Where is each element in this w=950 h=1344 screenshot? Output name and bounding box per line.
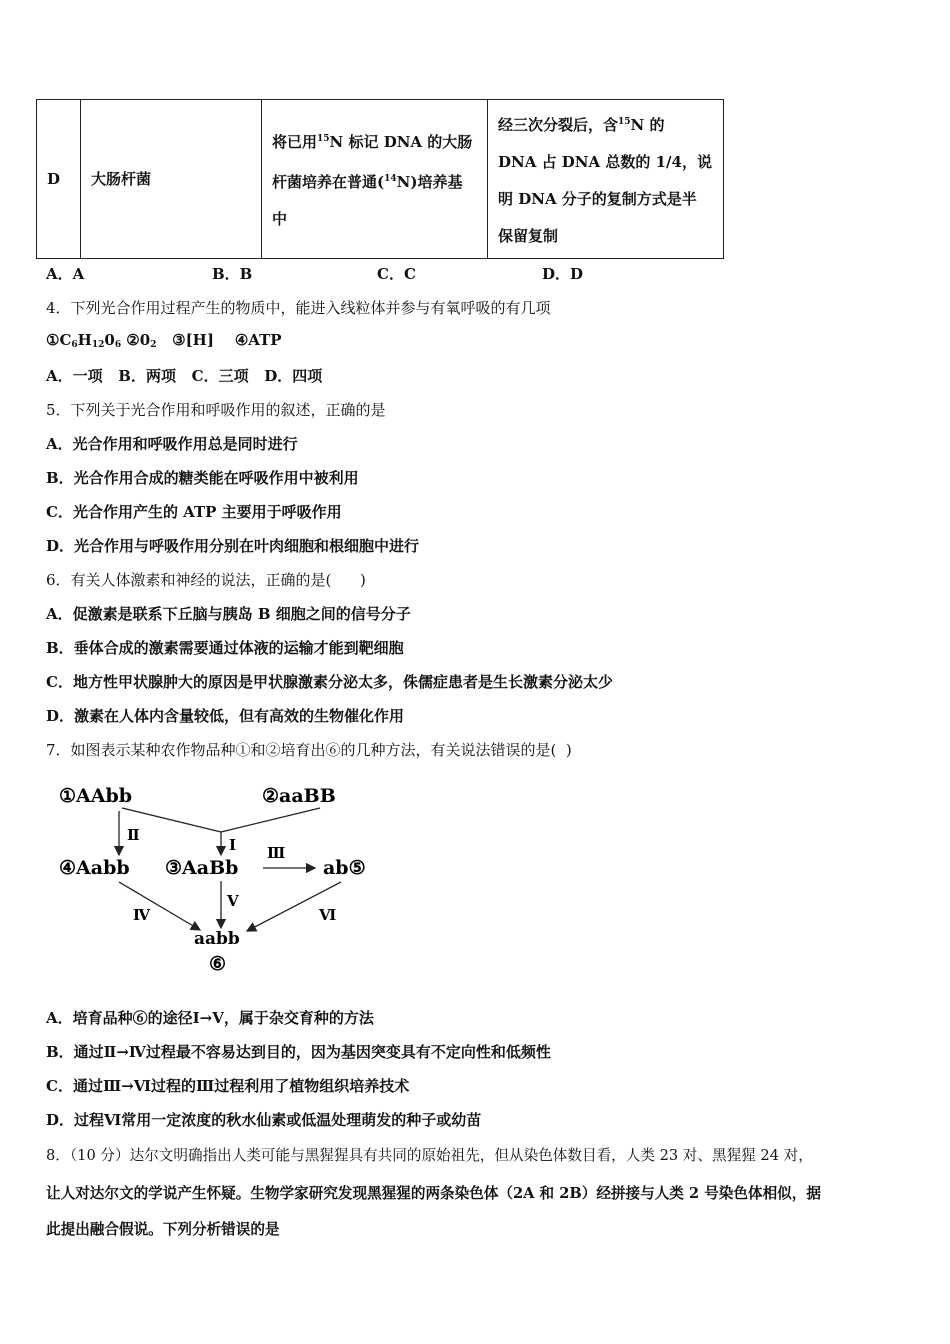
node-6-genotype: aabb: [194, 929, 240, 949]
node-6-number: ⑥: [209, 953, 227, 975]
cell-line: 保留复制: [498, 226, 559, 245]
label-v: Ⅴ: [227, 892, 239, 910]
table-cell-material: [81, 100, 262, 259]
question-7-option-d: D．过程Ⅵ常用一定浓度的秋水仙素或低温处理萌发的种子或幼苗: [46, 1111, 482, 1129]
node-3: ③AaBb: [165, 857, 239, 879]
question-7-option-c: C．通过Ⅲ→Ⅵ过程的Ⅲ过程利用了植物组织培养技术: [46, 1077, 410, 1095]
question-6-option-c: C．地方性甲状腺肿大的原因是甲状腺激素分泌太多，侏儒症患者是生长激素分泌太少: [46, 673, 613, 691]
label-iv: Ⅳ: [133, 906, 151, 924]
cell-text: 大肠杆菌: [91, 169, 152, 188]
breeding-diagram: [55, 778, 385, 978]
experiment-table: [36, 99, 724, 259]
cell-text: D: [47, 169, 61, 188]
cell-line: 中: [272, 209, 288, 228]
question-8-line-3: 此提出融合假说。下列分析错误的是: [46, 1221, 280, 1238]
question-5-option-b: B．光合作用合成的糖类能在呼吸作用中被利用: [46, 469, 359, 487]
question-7-option-b: B．通过Ⅱ→Ⅳ过程最不容易达到目的，因为基因突变具有不定向性和低频性: [46, 1043, 551, 1061]
label-vi: Ⅵ: [319, 906, 337, 924]
cell-line: DNA 占 DNA 总数的 1/4，说: [498, 152, 712, 171]
question-5-option-a: A．光合作用和呼吸作用总是同时进行: [46, 435, 298, 453]
question-5-option-d: D．光合作用与呼吸作用分别在叶肉细胞和根细胞中进行: [46, 537, 420, 555]
cell-line: 杆菌培养在普通($^{14}$N)培养基: [272, 172, 463, 191]
question-8-line-2: 让人对达尔文的学说产生怀疑。生物学家研究发现黑猩猩的两条染色体（2A 和 2B）经拼接与人类 2 号染色体相似，据: [46, 1185, 821, 1202]
label-ii: Ⅱ: [127, 826, 140, 844]
node-1: ①AAbb: [59, 785, 133, 807]
cross-line-right: [221, 808, 320, 832]
node-2: ②aaBB: [262, 785, 336, 807]
question-6-option-a: A．促激素是联系下丘脑与胰岛 B 细胞之间的信号分子: [46, 605, 411, 623]
cell-line: 将已用$^{15}$N 标记 DNA 的大肠: [272, 132, 473, 151]
table-cell-method: [262, 100, 488, 259]
question-5-stem: 5．下列关于光合作用和呼吸作用的叙述，正确的是: [46, 401, 386, 419]
label-i: I: [229, 836, 237, 854]
question-6-stem: 6．有关人体激素和神经的说法，正确的是( ): [46, 571, 366, 589]
cell-line: 经三次分裂后，含$^{15}$N 的: [498, 115, 665, 134]
option-c: C．C: [377, 265, 416, 283]
question-7-option-a: A．培育品种⑥的途径Ⅰ→Ⅴ，属于杂交育种的方法: [46, 1009, 374, 1027]
question-5-option-c: C．光合作用产生的 ATP 主要用于呼吸作用: [46, 503, 342, 521]
question-7-stem: 7．如图表示某种农作物品种①和②培育出⑥的几种方法，有关说法错误的是( ): [46, 741, 572, 759]
node-5: ab⑤: [323, 857, 366, 879]
cell-line: 明 DNA 分子的复制方式是半: [498, 189, 697, 208]
question-4-stem: 4．下列光合作用过程产生的物质中，能进入线粒体并参与有氧呼吸的有几项: [46, 299, 551, 317]
option-b: B．B: [212, 265, 253, 283]
question-6-option-b: B．垂体合成的激素需要通过体液的运输才能到靶细胞: [46, 639, 404, 657]
option-a: A．A: [46, 265, 85, 283]
table-cell-result: [488, 100, 724, 259]
table-row: [37, 100, 724, 259]
node-4: ④Aabb: [59, 857, 130, 879]
label-iii: Ⅲ: [267, 844, 286, 862]
question-8-line-1: 8．（10 分）达尔文明确指出人类可能与黑猩猩具有共同的原始祖先，但从染色体数目看，人类 23 对、黑猩猩 24 对，: [46, 1147, 813, 1164]
question-4-options: A．一项 B．两项 C．三项 D．四项: [46, 367, 323, 385]
arrow-iv: [119, 882, 200, 930]
question-6-option-d: D．激素在人体内含量较低，但有高效的生物催化作用: [46, 707, 405, 725]
question-4-items: $①C_6H_{12}0_6$ $②0_2$ ③[H] ④ATP: [46, 331, 282, 350]
option-d: D．D: [542, 265, 584, 283]
table-cell-option: [37, 100, 81, 259]
